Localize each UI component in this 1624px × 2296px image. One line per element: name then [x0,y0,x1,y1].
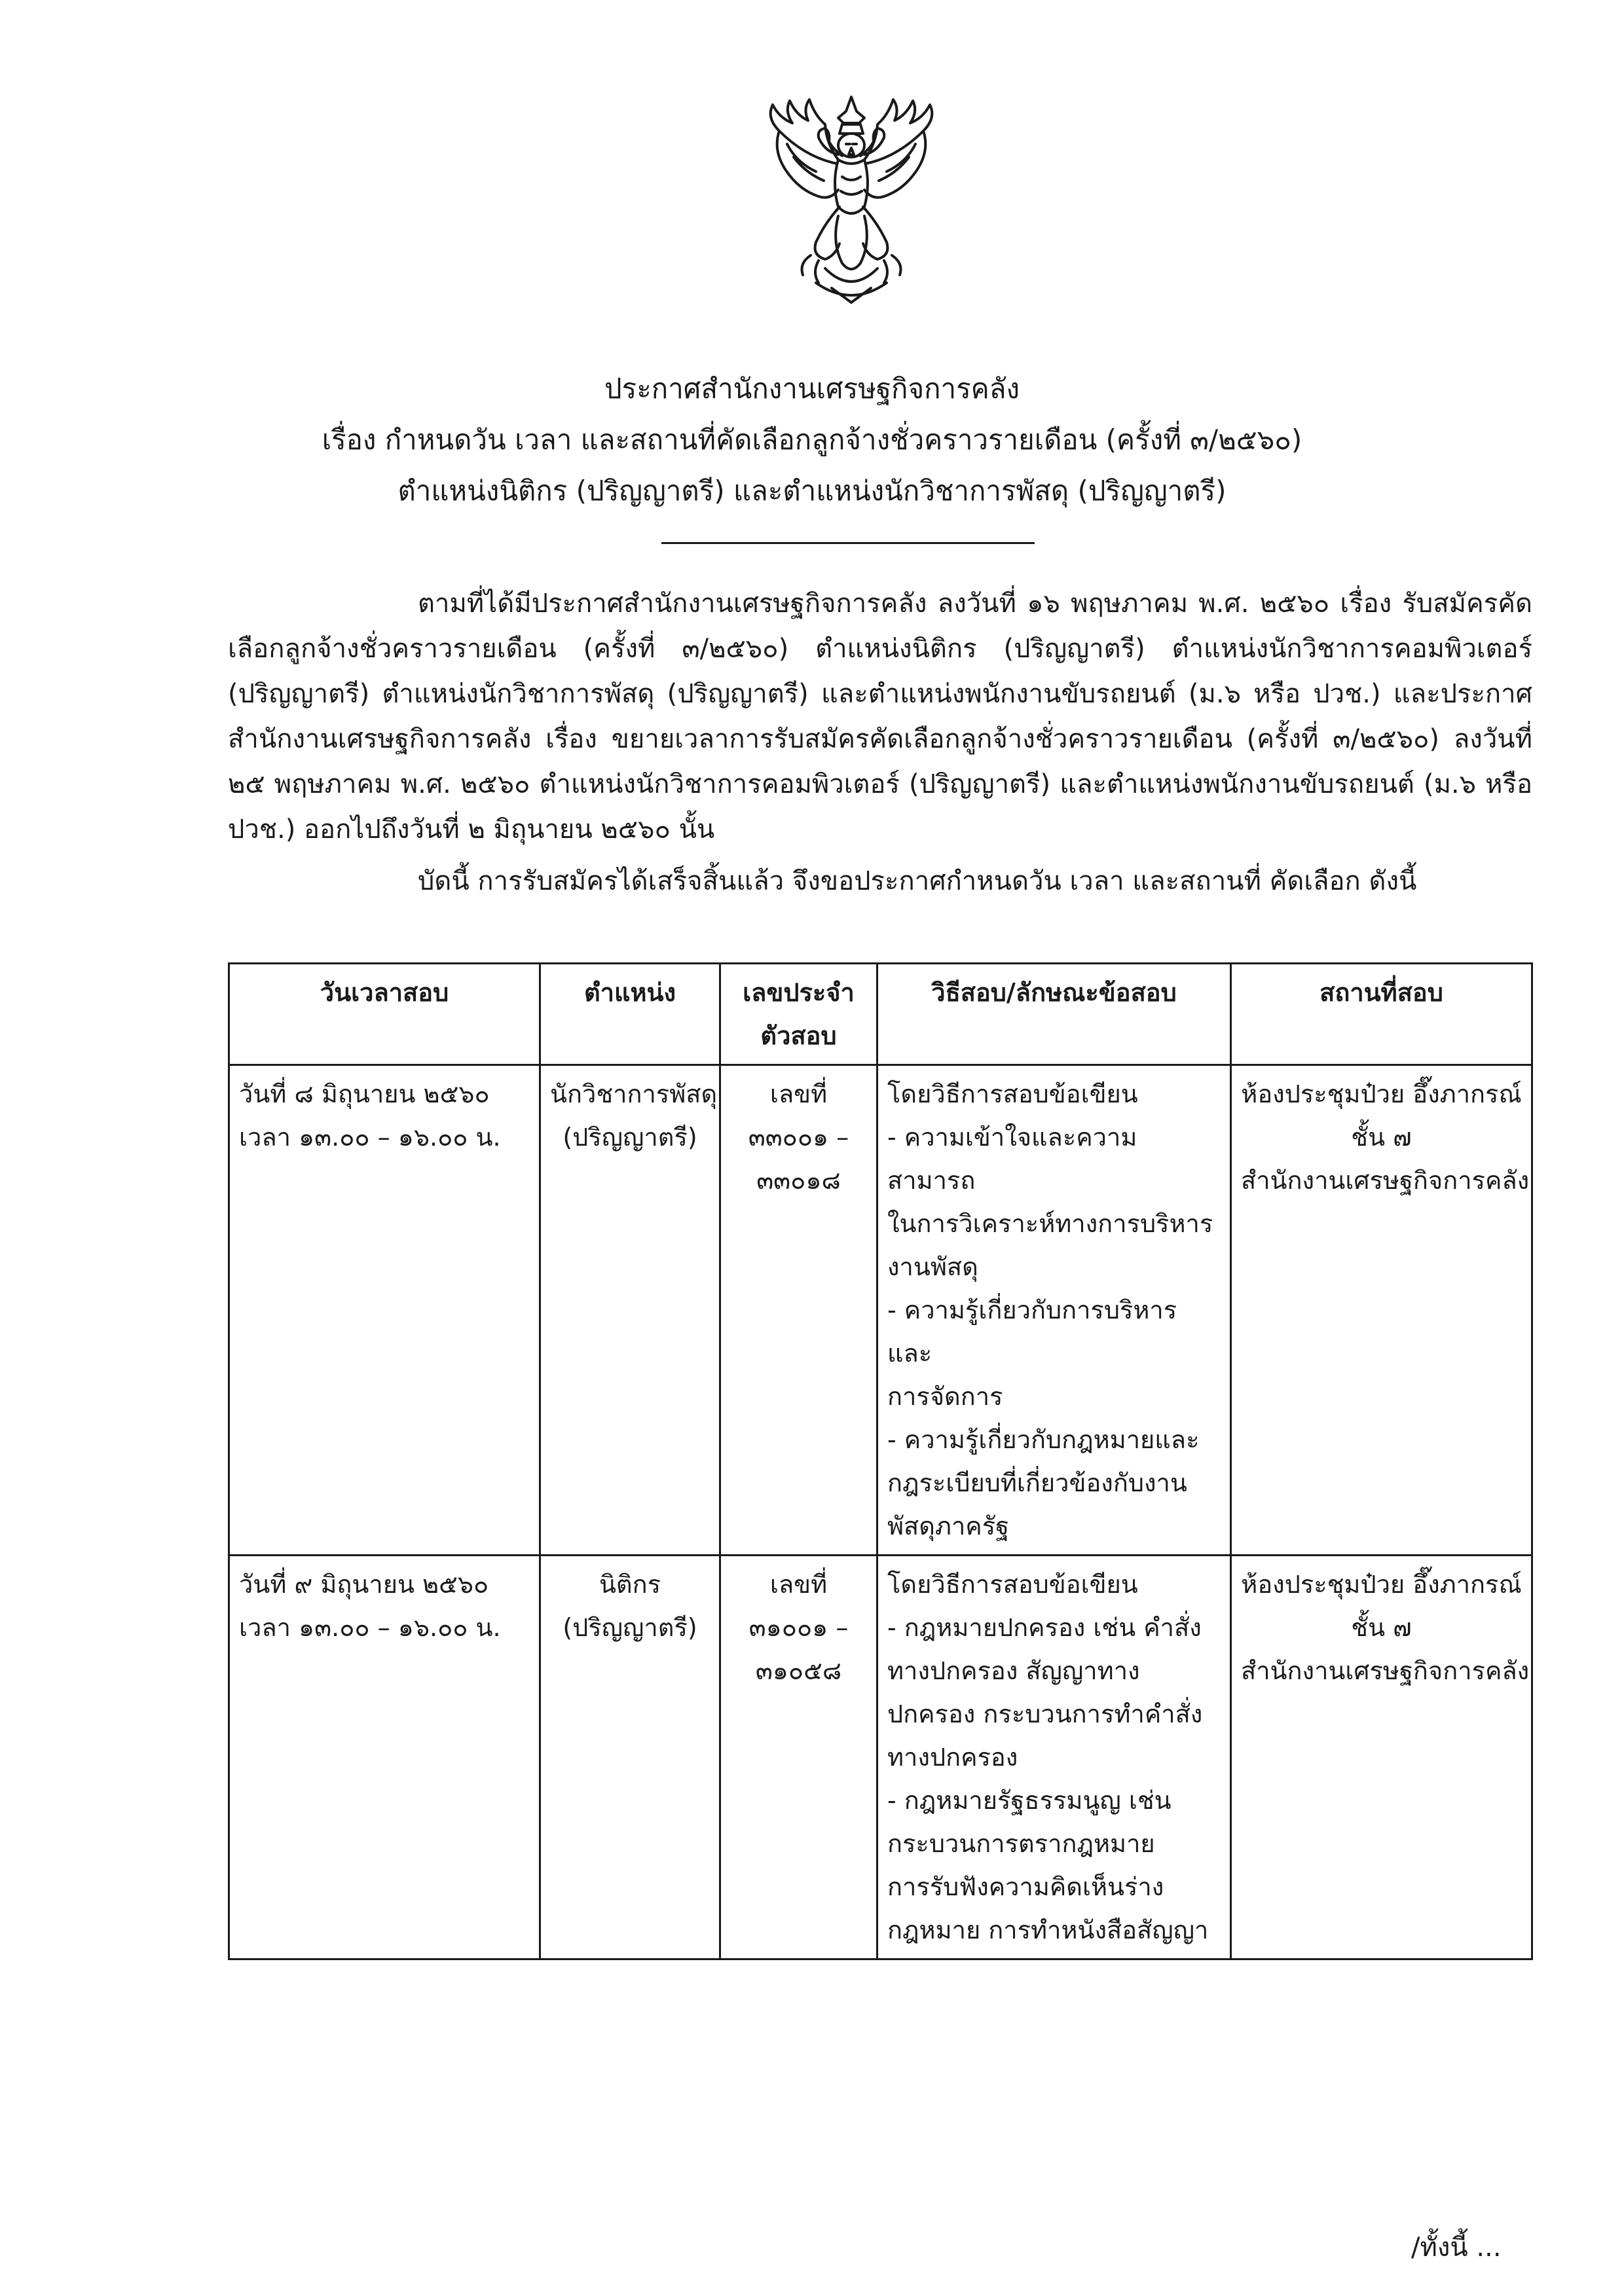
exam-number-label: เลขที่ [769,1570,828,1599]
cell-datetime [229,1065,540,1556]
cell-position [540,1556,720,1959]
method-line: ทางปกครอง [887,1743,1018,1772]
body-paragraph-2: บัดนี้ การรับสมัครได้เสร็จสิ้นแล้ว จึงขอประกาศกำหนดวัน เวลา และสถานที่ คัดเลือก ดังนี้ [418,866,1417,896]
position-qualification: (ปริญญาตรี) [563,1123,697,1152]
position-qualification: (ปริญญาตรี) [563,1613,697,1642]
cell-venue [1231,1556,1532,1959]
method-line: โดยวิธีการสอบข้อเขียน [887,1570,1138,1599]
cell-exam-number [720,1556,877,1959]
exam-date: วันที่ ๙ มิถุนายน ๒๕๖๐ [239,1570,489,1599]
cell-method [877,1556,1231,1959]
table-row [229,1556,1532,1959]
method-line: กฎหมาย การทำหนังสือสัญญา [887,1916,1209,1944]
method-line: พัสดุภาครัฐ [887,1512,1010,1540]
header-exam-number [720,964,877,1065]
header-venue: สถานที่สอบ [1231,964,1532,1065]
header-exam-number-line-1: เลขประจำ [743,978,855,1007]
venue-floor: ชั้น ๗ [1351,1123,1412,1152]
method-line: - ความรู้เกี่ยวกับการบริหารและ [887,1296,1177,1368]
announcement-body [228,581,1532,904]
method-line: - กฎหมายรัฐธรรมนูญ เช่น [887,1786,1172,1815]
exam-date: วันที่ ๘ มิถุนายน ๒๕๖๐ [239,1080,490,1108]
table-header-row [229,964,1532,1065]
method-line: - ความรู้เกี่ยวกับกฎหมายและ [887,1425,1200,1454]
method-line: โดยวิธีการสอบข้อเขียน [887,1080,1138,1108]
position-name: นิติกร [599,1570,661,1599]
header-position: ตำแหน่ง [540,964,720,1065]
exam-time: เวลา ๑๓.๐๐ – ๑๖.๐๐ น. [239,1123,501,1152]
cell-method [877,1065,1231,1556]
position-name: นักวิชาการพัสดุ [550,1080,718,1108]
cell-position [540,1065,720,1556]
method-line: ในการวิเคราะห์ทางการบริหาร [887,1209,1213,1238]
venue-office: สำนักงานเศรษฐกิจการคลัง [1241,1656,1530,1685]
method-line: กฎระเบียบที่เกี่ยวข้องกับงาน [887,1468,1187,1497]
header-divider [661,542,1035,544]
cell-datetime [229,1556,540,1959]
header-datetime: วันเวลาสอบ [229,964,540,1065]
method-line: กระบวนการตรากฎหมาย [887,1829,1155,1858]
page-continuation: /ทั้งนี้ ... [1411,2232,1502,2263]
method-line: - ความเข้าใจและความสามารถ [887,1123,1137,1195]
exam-number-label: เลขที่ [769,1080,828,1108]
announcement-title: ประกาศสำนักงานเศรษฐกิจการคลัง [604,373,1020,405]
exam-time: เวลา ๑๓.๐๐ – ๑๖.๐๐ น. [239,1613,501,1642]
venue-floor: ชั้น ๗ [1351,1613,1412,1642]
cell-venue [1231,1065,1532,1556]
method-line: งานพัสดุ [887,1252,978,1281]
exam-number-from: ๓๑๐๐๑ – [748,1613,849,1642]
method-line: การจัดการ [887,1382,1003,1411]
exam-schedule-table [228,962,1533,1960]
exam-number-to: ๓๑๐๕๘ [755,1656,842,1685]
method-line: - กฎหมายปกครอง เช่น คำสั่ง [887,1613,1202,1642]
body-paragraph-1: ตามที่ได้มีประกาศสำนักงานเศรษฐกิจการคลัง ลงวันที่ ๑๖ พฤษภาคม พ.ศ. ๒๕๖๐ เรื่อง รับสมัครคัดเลือกลูกจ้างชั่วคราวรายเดือน (ครั้งที่ ๓/๒๕๖๐) ตำแหน่งนิติกร (ปริญญาตรี) ตำแหน่งนักวิชาการคอมพิวเตอร์ (ปริญญาตรี) ตำแหน่งนักวิชาการพัสดุ (ปริญญาตรี) และตำแหน่งพนักงานขับรถยนต์ (ม.๖ หรือ ปวช.) และประกาศสำนักงานเศรษฐกิจการคลัง เรื่อง ขยายเวลาการรับสมัครคัดเลือกลูกจ้างชั่วคราวรายเดือน (ครั้งที่ ๓/๒๕๖๐) ลงวันที่ ๒๕ พฤษภาคม พ.ศ. ๒๕๖๐ ตำแหน่งนักวิชาการคอมพิวเตอร์ (ปริญญาตรี) และตำแหน่งพนักงานขับรถยนต์ (ม.๖ หรือ ปวช.) ออกไปถึงวันที่ ๒ มิถุนายน ๒๕๖๐ นั้น [228,589,1532,845]
announcement-subject: เรื่อง กำหนดวัน เวลา และสถานที่คัดเลือกลูกจ้างชั่วคราวรายเดือน (ครั้งที่ ๓/๒๕๖๐) [322,424,1302,456]
method-line: การรับฟังความคิดเห็นร่าง [887,1872,1164,1901]
header-method: วิธีสอบ/ลักษณะข้อสอบ [877,964,1231,1065]
announcement-header [0,363,1624,517]
garuda-emblem-icon [753,92,950,308]
venue-office: สำนักงานเศรษฐกิจการคลัง [1241,1166,1530,1195]
announcement-positions: ตำแหน่งนิติกร (ปริญญาตรี) และตำแหน่งนักวิชาการพัสดุ (ปริญญาตรี) [397,475,1227,507]
cell-exam-number [720,1065,877,1556]
venue-room: ห้องประชุมป๋วย อึ๊งภากรณ์ [1241,1570,1522,1599]
method-line: ปกครอง กระบวนการทำคำสั่ง [887,1700,1203,1728]
table-row [229,1065,1532,1556]
exam-number-to: ๓๓๐๑๘ [756,1166,841,1195]
venue-room: ห้องประชุมป๋วย อึ๊งภากรณ์ [1241,1080,1522,1108]
header-exam-number-line-2: ตัวสอบ [760,1021,837,1050]
method-line: ทางปกครอง สัญญาทาง [887,1656,1140,1685]
exam-number-from: ๓๓๐๐๑ – [748,1123,849,1152]
